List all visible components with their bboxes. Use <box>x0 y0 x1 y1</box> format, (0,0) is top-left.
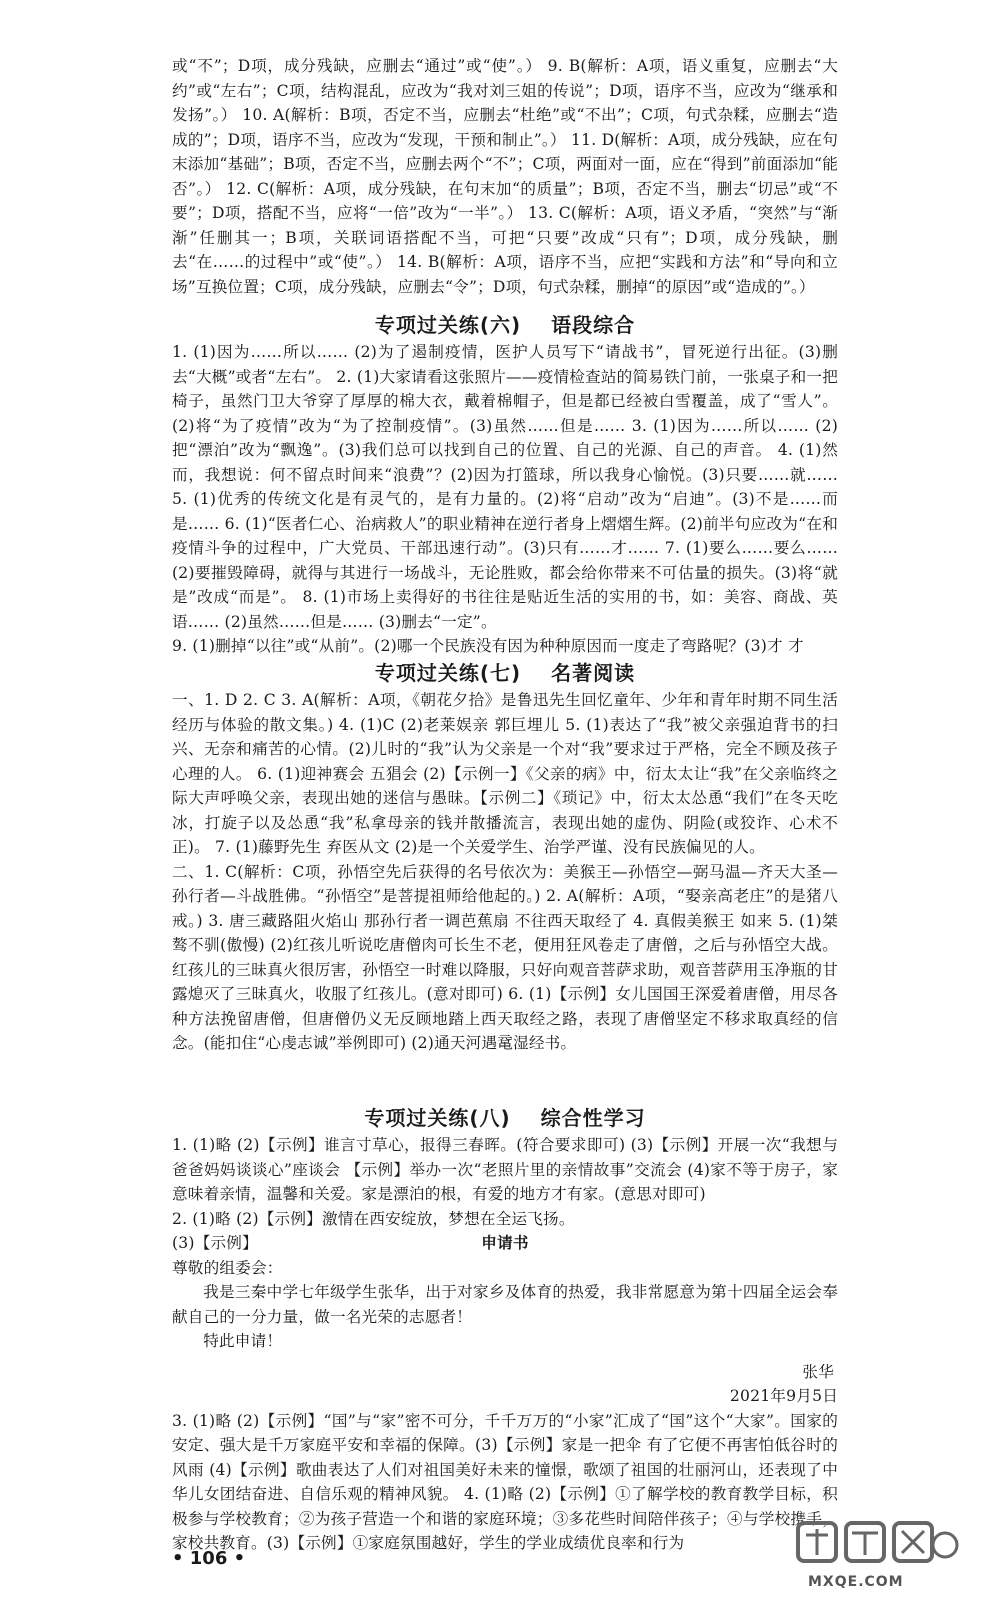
section-subtitle: 语段综合 <box>551 313 636 337</box>
answers-9-14: 或“不”；D项，成分残缺，应删去“通过”或“使”。） 9. B(解析：A项，语义重复，应删去“大约”或“左右”；C项，结构混乱，应改为“我对刘三姐的传说”；D项，语序不当，应改为“继承和发扬”。） 10. A(解析：B项，否定不当，应删去“杜绝”或“不出”；C项，句式杂糅，应删去“造成的”；D项，语序不当，应改为“发现，干预和制止”。） 11. D(解析：A项，成分残缺，应在句末添加“基础”；B项，否定不当，应删去两个“不”；C项，两面对一面，应在“得到”前面添加“能否”。） 12. C(解析：A项，成分残缺，在句末加“的质量”；B项，否定不当，删去“切忌”或“不要”；D项，搭配不当，应将“一倍”改为“一半”。） 13. C(解析：A项，语义矛盾，“突然”与“渐渐”任删其一；B项，关联词语搭配不当，可把“只要”改成“只有”；D项，成分残缺，删去“在……的过程中”或“使”。） 14. B(解析：A项，语序不当，应把“实践和方法”和“导向和立场”互换位置；C项，成分残缺，应删去“令”；D项，句式杂糅，删掉“的原因”或“造成的”。） <box>172 57 838 296</box>
answer-2: 2. (1)略 (2)【示例】激情在西安绽放，梦想在全运飞扬。 <box>172 1209 575 1228</box>
answers-1-8: 1. (1)因为……所以…… (2)为了遏制疫情，医护人员写下“请战书”，冒死逆行出征。(3)删去“大概”或者“左右”。 2. (1)大家请看这张照片——疫情检查站的简易铁门前，一张桌子和一把椅子，虽然门卫大爷穿了厚厚的棉大衣，戴着棉帽子，但是都已经被白雪覆盖，成了“雪人”。(2)将“为了疫情”改为“为了控制疫情”。(3)虽然……但是…… 3. (1)因为……所以…… (2)把“漂泊”改为“飘逸”。(3)我们总可以找到自己的位置、自己的光源、自己的声音。 4. (1)然而，我想说：何不留点时间来“浪费”？(2)因为打篮球，所以我身心愉悦。(3)只要……就…… 5. (1)优秀的传统文化是有灵气的，是有力量的。(2)将“启动”改为“启迪”。(3)不是……而是…… 6. (1)“医者仁心、治病救人”的职业精神在逆行者身上熠熠生辉。(2)前半句应改为“在和疫情斗争的过程中，广大党员、干部迅速行动”。(3)只有……才…… 7. (1)要么……要么…… (2)要摧毁障碍，就得与其进行一场战斗，无论胜败，都会给你带来不可估量的损失。(3)将“就是”改成“而是”。 8. (1)市场上卖得好的书往往是贴近生活的实用的书，如：美容、商战、英语…… (2)虽然……但是…… (3)删去“一定”。 <box>172 343 838 631</box>
application-header-row <box>172 1231 838 1256</box>
application-date: 2021年9月5日 <box>729 1387 838 1405</box>
watermark-text: MXQE.COM <box>808 1574 904 1590</box>
part-two: 二、1. C(解析：C项，孙悟空先后获得的名号依次为：美猴王—孙悟空—弼马温—齐天大圣—孙行者—斗战胜佛。“孙悟空”是菩提祖师给他起的。) 2. A(解析：A项，“娶亲高老庄”的是猪八戒。) 3. 唐三藏路阻火焰山 那孙行者一调芭蕉扇 不往西天取经了 4. 真假美猴王 如来 5. (1)桀骜不驯(傲慢) (2)红孩儿听说吃唐僧肉可长生不老，便用狂风卷走了唐僧，之后与孙悟空大战。红孩儿的三昧真火很厉害，孙悟空一时难以降服，只好向观音菩萨求助，观音菩萨用玉净瓶的甘露熄灭了三昧真火，收服了红孩儿。(意对即可) 6. (1)【示例】女儿国国王深爱着唐僧，用尽各种方法挽留唐僧，但唐僧仍义无反顾地踏上西天取经之路，表现了唐僧坚定不移求取真经的信念。(能扣住“心虔志诚”举例即可) (2)通天河遇鼋湿经书。 <box>172 862 838 1052</box>
application-title: 申请书 <box>481 1234 529 1252</box>
section-heading-8 <box>172 1102 838 1131</box>
application-body: 我是三秦中学七年级学生张华，出于对家乡及体育的热爱，我非常愿意为第十四届全运会奉献自己的一分力量，做一名光荣的志愿者！ <box>172 1283 838 1326</box>
section-title: 专项过关练(八) <box>364 1106 511 1130</box>
answer-1: 1. (1)略 (2)【示例】谁言寸草心，报得三春晖。(符合要求即可) (3)【示例】开展一次“我想与爸爸妈妈谈谈心”座谈会 【示例】举办一次“老照片里的亲情故事”交流会 (4)家不等于房子，家意味着亲情，温馨和关爱。家是漂泊的根，有爱的地方才有家。(意思对即可) <box>172 1136 838 1203</box>
continued-answers <box>172 54 838 299</box>
section-heading-6 <box>172 309 838 338</box>
page-number: • 106 • <box>172 1548 246 1569</box>
answer-9: 9. (1)删掉“以往”或“从前”。(2)哪一个民族没有因为种种原因而一度走了弯路呢？(3)才 才 <box>172 637 804 655</box>
application-closing: 特此申请！ <box>203 1332 283 1350</box>
section-6-answers <box>172 340 838 659</box>
section-heading-7 <box>172 657 838 686</box>
section-subtitle: 综合性学习 <box>540 1106 646 1130</box>
section-8-answers <box>172 1133 838 1556</box>
section-title: 专项过关练(六) <box>374 313 522 337</box>
part-one: 一、1. D 2. C 3. A(解析：A项，《朝花夕拾》是鲁迅先生回忆童年、少年和青年时期不同生活经历与体验的散文集。) 4. (1)C (2)老莱娱亲 郭巨埋儿 5. (1)表达了“我”被父亲强迫背书的扫兴、无奈和痛苦的心情。(2)儿时的“我”认为父亲是一个对“我”要求过于严格，完全不顾及孩子心理的人。 6. (1)迎神赛会 五猖会 (2)【示例一】《父亲的病》中，衍太太让“我”在父亲临终之际大声呼唤父亲，表现出她的迷信与愚昧。【示例二】《琐记》中，衍太太怂恿“我们”在冬天吃冰，打旋子以及怂恿“我”私拿母亲的钱并散播流言，表现出她的虚伪、阴险(或狡诈、心术不正)。 7. (1)藤野先生 弃医从文 (2)是一个关爱学生、治学严谨、没有民族偏见的人。 <box>172 691 838 856</box>
answers-3-4: 3. (1)略 (2)【示例】“国”与“家”密不可分，千千万万的“小家”汇成了“国”这个“大家”。国家的安定、强大是千万家庭平安和幸福的保障。(3)【示例】家是一把伞 有了它便不再害怕低谷时的风雨 (4)【示例】歌曲表达了人们对祖国美好未来的憧憬，歌颂了祖国的壮丽河山，还表现了中华儿女团结奋进、自信乐观的精神风貌。 4. (1)略 (2)【示例】①了解学校的教育教学目标，积极参与学校教育；②为孩子营造一个和谐的家庭环境；③多花些时间陪伴孩子；④与学校携手，家校共教育。(3)【示例】①家庭氛围越好，学生的学业成绩优良率和行为 <box>172 1411 838 1552</box>
application-salutation: 尊敬的组委会： <box>172 1258 283 1277</box>
answer-2-3: (3)【示例】 <box>172 1234 258 1252</box>
section-subtitle: 名著阅读 <box>551 661 636 685</box>
section-7-answers <box>172 688 838 1056</box>
section-title: 专项过关练(七) <box>374 661 522 685</box>
application-signature: 张华 <box>802 1362 834 1381</box>
